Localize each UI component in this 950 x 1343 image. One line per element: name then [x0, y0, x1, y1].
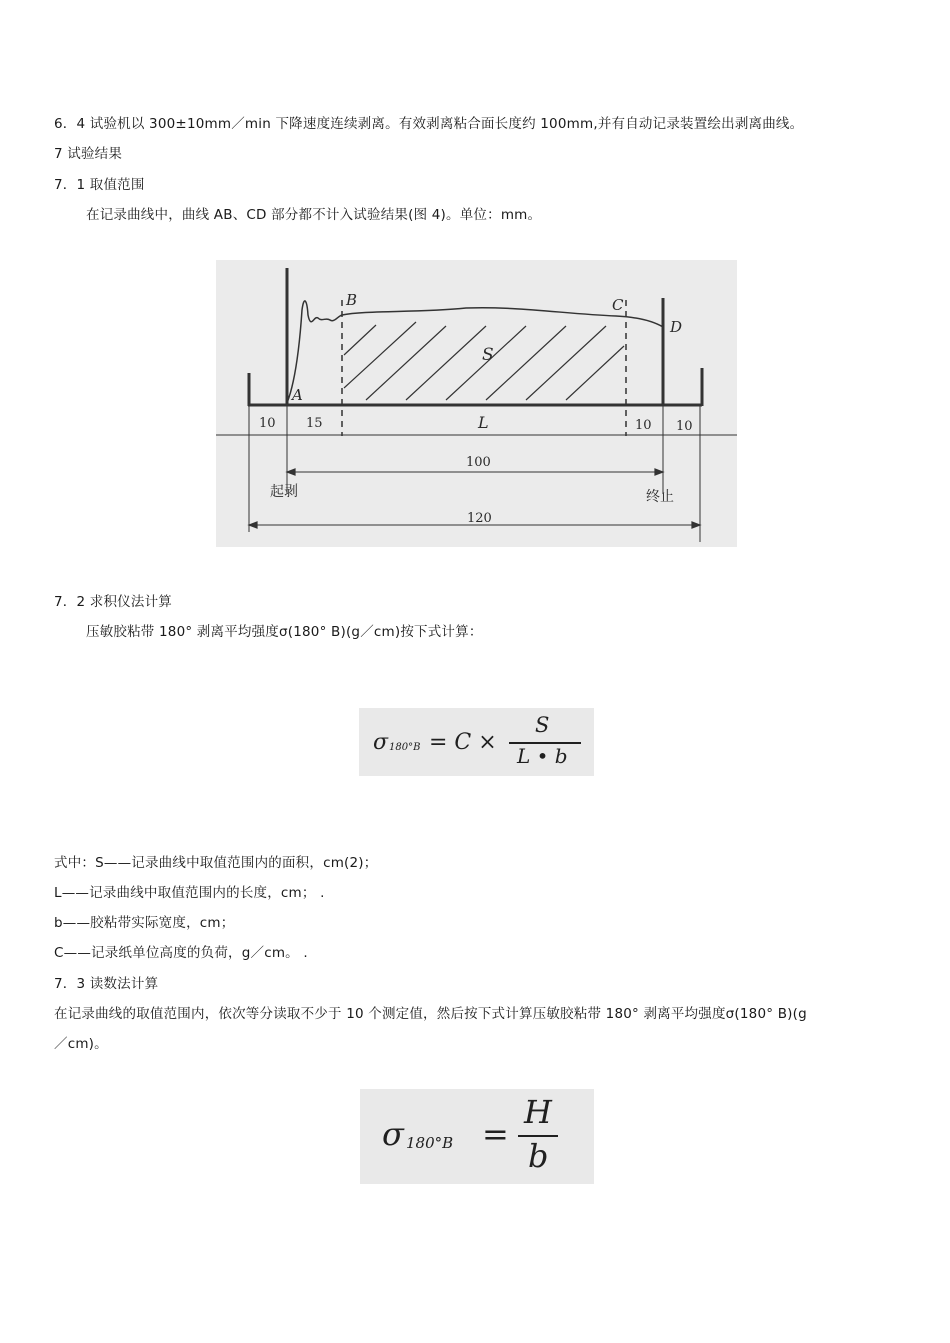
- formula1-equals: = C ×: [429, 730, 497, 755]
- dim-120: 120: [467, 511, 492, 526]
- peel-curve-diagram: [216, 260, 737, 547]
- definition-b: b——胶粘带实际宽度，cm；: [54, 915, 235, 931]
- dim-10-left: 10: [259, 416, 276, 431]
- label-b: B: [346, 291, 358, 309]
- dim-100: 100: [466, 455, 491, 470]
- dim-10-right-1: 10: [635, 418, 652, 433]
- definition-c: C——记录纸单位高度的负荷，g／cm。 .: [54, 945, 308, 961]
- formula1-sigma: σ: [373, 730, 389, 755]
- formula2-subscript: 180°B: [406, 1134, 454, 1152]
- paragraph-7-3-line2: ／cm)。: [54, 1036, 108, 1052]
- heading-7: 7 试验结果: [54, 146, 123, 162]
- label-a: A: [292, 386, 303, 404]
- label-end: 终止: [646, 489, 674, 505]
- definition-s: 式中：S——记录曲线中取值范围内的面积，cm(2)；: [54, 855, 378, 871]
- formula1-denominator: L • b: [517, 744, 568, 768]
- formula1-numerator: S: [535, 713, 550, 737]
- formula-reading: [360, 1089, 594, 1184]
- formula2-sigma: σ: [382, 1115, 404, 1153]
- formula-planimeter: [359, 708, 594, 776]
- peel-curve: [287, 301, 663, 403]
- paragraph-6-4: 6．4 试验机以 300±10mm／min 下降速度连续剥离。有效剥离粘合面长度约 100mm,并有自动记录装置绘出剥离曲线。: [54, 116, 804, 132]
- figure-4-peel-curve: [216, 260, 737, 547]
- definition-l: L——记录曲线中取值范围内的长度，cm； .: [54, 885, 325, 901]
- heading-7-3: 7．3 读数法计算: [54, 976, 159, 992]
- paragraph-7-3-line1: 在记录曲线的取值范围内，依次等分读取不少于 10 个测定值，然后按下式计算压敏胶粘带 180° 剥离平均强度σ(180° B)(g: [54, 1006, 807, 1022]
- paragraph-7-2: 压敏胶粘带 180° 剥离平均强度σ(180° B)(g／cm)按下式计算：: [86, 624, 483, 640]
- dim-10-right-2: 10: [676, 419, 693, 434]
- heading-7-1: 7．1 取值范围: [54, 177, 145, 193]
- formula1-subscript: 180°B: [389, 742, 421, 753]
- formula2-equals: =: [482, 1115, 509, 1153]
- label-c: C: [612, 296, 624, 314]
- label-l: L: [478, 413, 489, 432]
- paragraph-7-1: 在记录曲线中，曲线 AB、CD 部分都不计入试验结果(图 4)。单位：mm。: [86, 207, 542, 223]
- label-start-peel: 起剥: [270, 484, 298, 500]
- formula2-denominator: b: [528, 1137, 549, 1175]
- heading-7-2: 7．2 求积仪法计算: [54, 594, 172, 610]
- label-d: D: [670, 318, 683, 336]
- label-s: S: [482, 345, 494, 365]
- formula2-numerator: H: [524, 1093, 552, 1131]
- dim-15: 15: [306, 416, 323, 431]
